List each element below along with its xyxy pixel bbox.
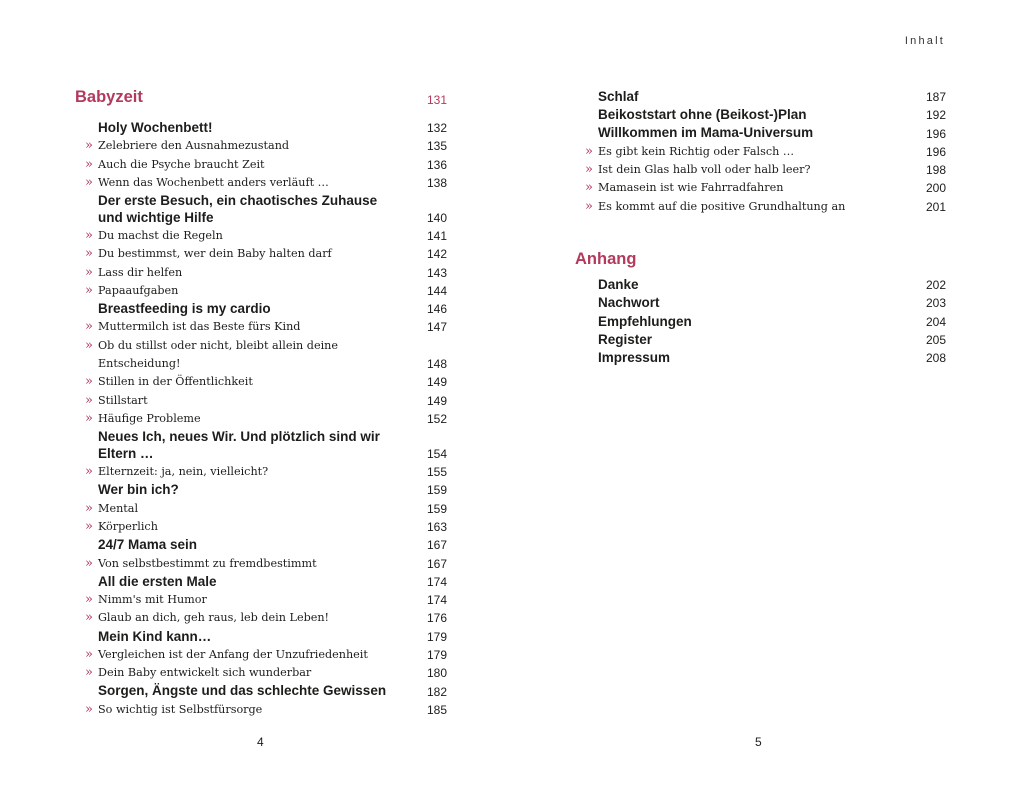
section-title: Babyzeit bbox=[75, 88, 143, 106]
toc-subentry[interactable] bbox=[75, 337, 447, 374]
toc-subentry[interactable] bbox=[575, 179, 946, 197]
entry-title: Es kommt auf die positive Grundhaltung an bbox=[598, 199, 846, 213]
entry-page-number: 132 bbox=[426, 121, 447, 135]
entry-title: Beikoststart ohne (Beikost-)Plan bbox=[598, 107, 807, 123]
entry-page-number: 149 bbox=[426, 393, 447, 408]
entry-page-number: 167 bbox=[426, 538, 447, 553]
entry-page-number: 179 bbox=[426, 629, 447, 644]
toc-subentry[interactable] bbox=[575, 198, 946, 216]
toc-entry-list bbox=[575, 88, 946, 216]
section-page-number: 131 bbox=[426, 93, 447, 107]
entry-page-number: 141 bbox=[426, 228, 447, 243]
entry-title: Register bbox=[598, 331, 653, 347]
entry-title: Nimm's mit Humor bbox=[98, 593, 207, 607]
section-gap bbox=[575, 216, 946, 250]
toc-chapter-entry[interactable] bbox=[75, 300, 447, 318]
entry-title: Holy Wochenbett! bbox=[98, 119, 213, 135]
guillemet-marker-icon: » bbox=[85, 665, 93, 681]
page-number-left: 4 bbox=[257, 735, 264, 749]
toc-subentry[interactable] bbox=[75, 463, 447, 481]
entry-page-number: 159 bbox=[426, 501, 447, 516]
entry-title: Körperlich bbox=[98, 519, 158, 533]
entry-title: Neues Ich, neues Wir. Und plötzlich sind wir Eltern … bbox=[98, 429, 380, 461]
entry-page-number: 205 bbox=[925, 332, 946, 347]
entry-title: Ist dein Glas halb voll oder halb leer? bbox=[598, 163, 811, 177]
entry-page-number: 135 bbox=[426, 139, 447, 154]
toc-subentry[interactable] bbox=[75, 518, 447, 536]
entry-page-number: 174 bbox=[426, 593, 447, 608]
entry-title: Schlaf bbox=[598, 88, 639, 104]
toc-subentry[interactable] bbox=[75, 701, 447, 719]
toc-subentry[interactable] bbox=[75, 646, 447, 664]
guillemet-marker-icon: » bbox=[585, 143, 593, 159]
entry-title: Mental bbox=[98, 501, 139, 515]
entry-page-number: 204 bbox=[925, 314, 946, 329]
toc-subentry[interactable] bbox=[75, 137, 447, 155]
entry-title: Sorgen, Ängste und das schlechte Gewissen bbox=[98, 683, 387, 699]
toc-subentry[interactable] bbox=[75, 245, 447, 263]
entry-page-number: 198 bbox=[925, 163, 946, 178]
toc-chapter-entry[interactable] bbox=[75, 481, 447, 499]
guillemet-marker-icon: » bbox=[85, 174, 93, 190]
entry-page-number: 202 bbox=[925, 278, 946, 293]
entry-page-number: 149 bbox=[426, 375, 447, 390]
toc-subentry[interactable] bbox=[75, 318, 447, 336]
toc-chapter-entry[interactable] bbox=[75, 628, 447, 646]
guillemet-marker-icon: » bbox=[85, 592, 93, 608]
right-page-toc bbox=[575, 88, 946, 368]
toc-chapter-entry[interactable] bbox=[575, 276, 946, 294]
entry-page-number: 152 bbox=[426, 411, 447, 426]
entry-page-number: 138 bbox=[426, 175, 447, 190]
toc-subentry[interactable] bbox=[75, 500, 447, 518]
entry-title: Willkommen im Mama-Universum bbox=[598, 125, 814, 141]
entry-page-number: 142 bbox=[426, 247, 447, 262]
toc-chapter-entry[interactable] bbox=[575, 331, 946, 349]
entry-title: Wer bin ich? bbox=[98, 482, 179, 498]
entry-page-number: 154 bbox=[426, 446, 447, 461]
guillemet-marker-icon: » bbox=[85, 337, 93, 353]
toc-subentry[interactable] bbox=[75, 591, 447, 609]
toc-subentry[interactable] bbox=[75, 392, 447, 410]
running-head: Inhalt bbox=[904, 35, 945, 47]
section-heading[interactable] bbox=[575, 250, 946, 272]
toc-chapter-entry[interactable] bbox=[575, 125, 946, 143]
guillemet-marker-icon: » bbox=[85, 156, 93, 172]
guillemet-marker-icon: » bbox=[85, 555, 93, 571]
toc-subentry[interactable] bbox=[75, 282, 447, 300]
guillemet-marker-icon: » bbox=[85, 138, 93, 154]
guillemet-marker-icon: » bbox=[85, 392, 93, 408]
guillemet-marker-icon: » bbox=[85, 227, 93, 243]
entry-title: Empfehlungen bbox=[598, 313, 692, 329]
toc-subentry[interactable] bbox=[75, 410, 447, 428]
entry-page-number: 144 bbox=[426, 283, 447, 298]
guillemet-marker-icon: » bbox=[585, 180, 593, 196]
toc-subentry[interactable] bbox=[75, 609, 447, 627]
entry-page-number: 146 bbox=[426, 302, 447, 317]
entry-title: All die ersten Male bbox=[98, 573, 217, 589]
entry-page-number: 200 bbox=[925, 181, 946, 196]
guillemet-marker-icon: » bbox=[85, 410, 93, 426]
entry-page-number: 163 bbox=[426, 519, 447, 534]
entry-page-number: 136 bbox=[426, 157, 447, 172]
entry-title: Der erste Besuch, ein chaotisches Zuhause und wichtige Hilfe bbox=[98, 193, 378, 225]
guillemet-marker-icon: » bbox=[85, 319, 93, 335]
entry-page-number: 203 bbox=[925, 296, 946, 311]
left-page-toc bbox=[75, 88, 447, 719]
toc-chapter-entry[interactable] bbox=[575, 349, 946, 367]
entry-page-number: 176 bbox=[426, 611, 447, 626]
entry-title: Dein Baby entwickelt sich wunderbar bbox=[98, 666, 312, 680]
toc-chapter-entry[interactable] bbox=[575, 88, 946, 106]
toc-subentry[interactable] bbox=[75, 264, 447, 282]
toc-subentry[interactable] bbox=[75, 373, 447, 391]
entry-title: Impressum bbox=[598, 350, 671, 366]
guillemet-marker-icon: » bbox=[85, 282, 93, 298]
entry-title: Papaaufgaben bbox=[98, 283, 179, 297]
entry-title: Lass dir helfen bbox=[98, 265, 183, 279]
entry-title: So wichtig ist Selbstfürsorge bbox=[98, 702, 263, 716]
entry-title: Es gibt kein Richtig oder Falsch … bbox=[598, 144, 795, 158]
toc-chapter-entry[interactable] bbox=[575, 294, 946, 312]
entry-title: Mein Kind kann… bbox=[98, 628, 212, 644]
toc-subentry[interactable] bbox=[75, 555, 447, 573]
entry-title: Danke bbox=[598, 276, 639, 292]
entry-page-number: 196 bbox=[925, 126, 946, 141]
entry-page-number: 155 bbox=[426, 465, 447, 480]
entry-page-number: 143 bbox=[426, 265, 447, 280]
entry-page-number: 187 bbox=[925, 90, 946, 104]
entry-title: Mamasein ist wie Fahrradfahren bbox=[598, 181, 784, 195]
entry-title: Stillen in der Öffentlichkeit bbox=[98, 375, 253, 389]
toc-chapter-entry[interactable] bbox=[75, 573, 447, 591]
entry-title: Muttermilch ist das Beste fürs Kind bbox=[98, 320, 301, 334]
page-number-right: 5 bbox=[755, 735, 762, 749]
toc-chapter-entry[interactable] bbox=[75, 428, 447, 463]
entry-page-number: 148 bbox=[426, 357, 447, 372]
guillemet-marker-icon: » bbox=[585, 198, 593, 214]
entry-page-number: 140 bbox=[426, 210, 447, 225]
guillemet-marker-icon: » bbox=[85, 246, 93, 262]
entry-title: 24/7 Mama sein bbox=[98, 537, 198, 553]
entry-title: Breastfeeding is my cardio bbox=[98, 301, 271, 317]
entry-title: Stillstart bbox=[98, 393, 148, 407]
entry-page-number: 201 bbox=[925, 199, 946, 214]
entry-page-number: 180 bbox=[426, 666, 447, 681]
entry-page-number: 174 bbox=[426, 574, 447, 589]
guillemet-marker-icon: » bbox=[585, 162, 593, 178]
appendix-entry-list bbox=[575, 276, 946, 367]
entry-title: Zelebriere den Ausnahmezustand bbox=[98, 139, 290, 153]
entry-title: Wenn das Wochenbett anders verläuft … bbox=[98, 175, 329, 189]
section-title: Anhang bbox=[575, 250, 637, 269]
entry-title: Elternzeit: ja, nein, vielleicht? bbox=[98, 465, 269, 479]
entry-page-number: 185 bbox=[426, 702, 447, 717]
toc-chapter-entry[interactable] bbox=[575, 106, 946, 124]
toc-subentry[interactable] bbox=[75, 174, 447, 192]
entry-page-number: 192 bbox=[925, 108, 946, 123]
entry-page-number: 196 bbox=[925, 144, 946, 159]
entry-page-number: 208 bbox=[925, 351, 946, 366]
entry-page-number: 179 bbox=[426, 647, 447, 662]
entry-title: Du machst die Regeln bbox=[98, 228, 223, 242]
guillemet-marker-icon: » bbox=[85, 264, 93, 280]
entry-page-number: 147 bbox=[426, 320, 447, 335]
section-heading[interactable] bbox=[75, 88, 447, 110]
toc-chapter-entry[interactable] bbox=[75, 192, 447, 227]
guillemet-marker-icon: » bbox=[85, 500, 93, 516]
toc-subentry[interactable] bbox=[75, 664, 447, 682]
entry-title: Vergleichen ist der Anfang der Unzufriedenheit bbox=[98, 647, 368, 661]
guillemet-marker-icon: » bbox=[85, 374, 93, 390]
toc-chapter-entry[interactable] bbox=[575, 313, 946, 331]
guillemet-marker-icon: » bbox=[85, 701, 93, 717]
entry-title: Häufige Probleme bbox=[98, 411, 201, 425]
entry-title: Von selbstbestimmt zu fremdbestimmt bbox=[98, 556, 317, 570]
entry-title: Du bestimmst, wer dein Baby halten darf bbox=[98, 247, 332, 261]
guillemet-marker-icon: » bbox=[85, 518, 93, 534]
entry-page-number: 167 bbox=[426, 556, 447, 571]
entry-title: Glaub an dich, geh raus, leb dein Leben! bbox=[98, 611, 330, 625]
toc-chapter-entry[interactable] bbox=[75, 683, 447, 701]
toc-subentry[interactable] bbox=[75, 227, 447, 245]
toc-entry-list bbox=[75, 119, 447, 719]
entry-page-number: 182 bbox=[426, 684, 447, 699]
entry-title: Ob du stillst oder nicht, bleibt allein deine Entscheidung! bbox=[98, 338, 338, 371]
entry-page-number: 159 bbox=[426, 483, 447, 498]
guillemet-marker-icon: » bbox=[85, 464, 93, 480]
toc-chapter-entry[interactable] bbox=[75, 536, 447, 554]
entry-title: Nachwort bbox=[598, 295, 660, 311]
entry-title: Auch die Psyche braucht Zeit bbox=[98, 157, 265, 171]
toc-subentry[interactable] bbox=[575, 143, 946, 161]
toc-chapter-entry[interactable] bbox=[75, 119, 447, 137]
toc-subentry[interactable] bbox=[75, 156, 447, 174]
guillemet-marker-icon: » bbox=[85, 646, 93, 662]
guillemet-marker-icon: » bbox=[85, 610, 93, 626]
toc-subentry[interactable] bbox=[575, 161, 946, 179]
